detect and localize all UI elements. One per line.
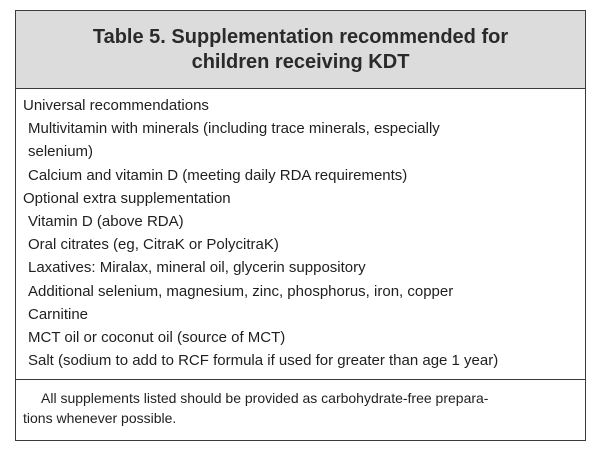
footnote-line-2: tions whenever possible.: [23, 410, 177, 426]
footnote-divider: [16, 379, 585, 380]
list-item: Calcium and vitamin D (meeting daily RDA requirements): [28, 166, 408, 184]
table-header: [16, 11, 585, 89]
list-item-continuation: selenium): [28, 143, 94, 161]
table-body: [16, 89, 585, 372]
list-item: MCT oil or coconut oil (source of MCT): [28, 329, 286, 347]
section-heading-optional: Optional extra supplementation: [23, 189, 231, 207]
list-item: Laxatives: Miralax, mineral oil, glycerin suppository: [28, 259, 366, 277]
list-item: Vitamin D (above RDA): [28, 213, 184, 231]
section-heading-universal: Universal recommendations: [23, 97, 209, 114]
list-item: Oral citrates (eg, CitraK or PolycitraK): [28, 236, 279, 254]
supplementation-table: [15, 10, 586, 441]
table-footnote: [23, 388, 575, 428]
list-item: Additional selenium, magnesium, zinc, phosphorus, iron, copper: [28, 282, 454, 300]
table-title-line-1: Table 5. Supplementation recommended for: [92, 25, 509, 48]
table-title-line-2: children receiving KDT: [191, 50, 410, 73]
list-item: Carnitine: [28, 305, 89, 323]
footnote-line-1: All supplements listed should be provided as carbohydrate-free prepara-: [41, 390, 489, 406]
list-item: Multivitamin with minerals (including trace minerals, especially: [28, 120, 440, 138]
list-item: Salt (sodium to add to RCF formula if used for greater than age 1 year): [28, 352, 499, 370]
